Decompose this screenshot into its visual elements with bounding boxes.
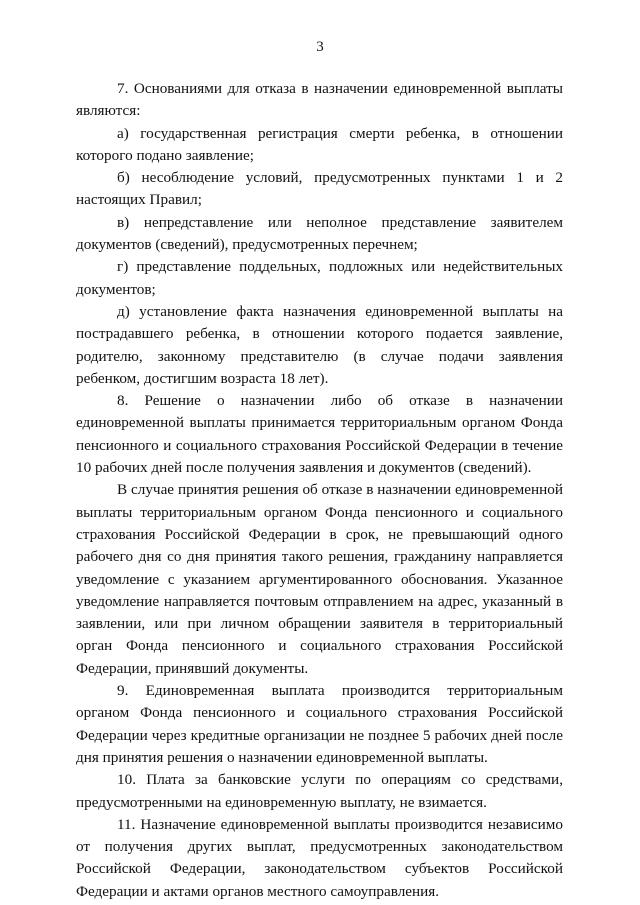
paragraph-7b: б) несоблюдение условий, предусмотренных пунктами 1 и 2 настоящих Правил; <box>76 169 563 209</box>
paragraph-9: 9. Единовременная выплата производится территориальным органом Фонда пенсионного и социального страхования Российской Федерации через кредитные организации не позднее 5 рабочих дней после дня принятия решения о назначении единовременной выплаты. <box>76 682 563 766</box>
paragraph-7g: г) представление поддельных, подложных или недействительных документов; <box>76 258 563 298</box>
paragraph-7v: в) непредставление или неполное представление заявителем документов (сведений), предусмотренных перечнем; <box>76 213 563 254</box>
paragraph-11: 11. Назначение единовременной выплаты производится независимо от получения других выплат, предусмотренных законодательством Российской Федерации, законодательством субъектов Российской Федерации и актами органов местного самоуправления. <box>76 815 563 900</box>
page-number: 3 <box>316 39 324 55</box>
paragraph-8-refusal-notice: В случае принятия решения об отказе в назначении единовременной выплаты территориальным органом Фонда пенсионного и социального страхования Российской Федерации в срок, не превышающий одного рабочего дня со дня принятия такого решения, гражданину направляется уведомление с указанием аргументированного обоснования. Указанное уведомление направляется почтовым отправлением на адрес, указанный в заявлении, или при личном обращении заявителя в территориальный орган Фонда пенсионного и социального страхования Российской Федерации, принявший документы. <box>76 481 563 677</box>
paragraph-7d: д) установление факта назначения единовременной выплаты на пострадавшего ребенка, в отношении которого подается заявление, родителю, законному представителю (в случае подачи заявления ребенком, достигшим возраста 18 лет). <box>76 302 563 387</box>
paragraph-7a: а) государственная регистрация смерти ребенка, в отношении которого подано заявление; <box>76 124 563 164</box>
paragraph-7: 7. Основаниями для отказа в назначении единовременной выплаты являются: <box>76 80 563 120</box>
document-body <box>76 78 563 903</box>
paragraph-10: 10. Плата за банковские услуги по операциям со средствами, предусмотренными на единовременную выплату, не взимается. <box>76 771 563 811</box>
paragraph-8: 8. Решение о назначении либо об отказе в назначении единовременной выплаты принимается территориальным органом Фонда пенсионного и социального страхования Российской Федерации в течение 10 рабочих дней после получения заявления и документов (сведений). <box>76 392 563 477</box>
